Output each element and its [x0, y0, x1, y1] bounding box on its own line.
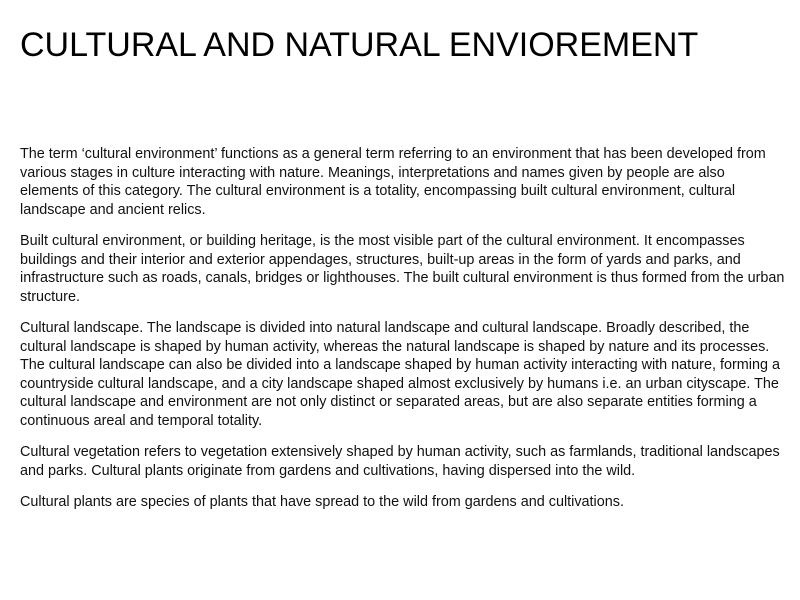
slide-title: CULTURAL AND NATURAL ENVIOREMENT — [20, 26, 699, 64]
paragraph-cultural-plants: Cultural plants are species of plants that have spread to the wild from gardens and cultivations. — [20, 494, 624, 510]
paragraph-cultural-vegetation: Cultural vegetation refers to vegetation extensively shaped by human activity, such as farmlands, traditional landscapes and parks. Cultural plants originate from gardens and cultivations, having dispersed into the wild. — [20, 444, 780, 479]
paragraph-built-environment: Built cultural environment, or building heritage, is the most visible part of the cultural environment. It encompasses buildings and their interior and exterior appendages, structures, built-up areas in the form of yards and parks, and infrastructure such as roads, canals, bridges or lighthouses. The built cultural environment is thus formed from the urban structure. — [20, 233, 785, 305]
paragraph-cultural-landscape: Cultural landscape. The landscape is divided into natural landscape and cultural landscape. Broadly described, the cultural landscape is shaped by human activity, whereas the natural landscape is shaped by nature and its processes. The cultural landscape can also be divided into a landscape shaped by human activity interacting with nature, forming a countryside cultural landscape, and a city landscape shaped almost exclusively by humans i.e. an urban cityscape. The cultural landscape and environment are not only distinct or separated areas, but are also separate entities forming a continuous areal and temporal totality. — [20, 320, 780, 429]
slide-body — [20, 145, 785, 525]
paragraph-cultural-environment: The term ‘cultural environment’ functions as a general term referring to an environment that has been developed from various stages in culture interacting with nature. Meanings, interpretations and names given by people are also elements of this category. The cultural environment is a totality, encompassing built cultural environment, cultural landscape and ancient relics. — [20, 146, 766, 218]
